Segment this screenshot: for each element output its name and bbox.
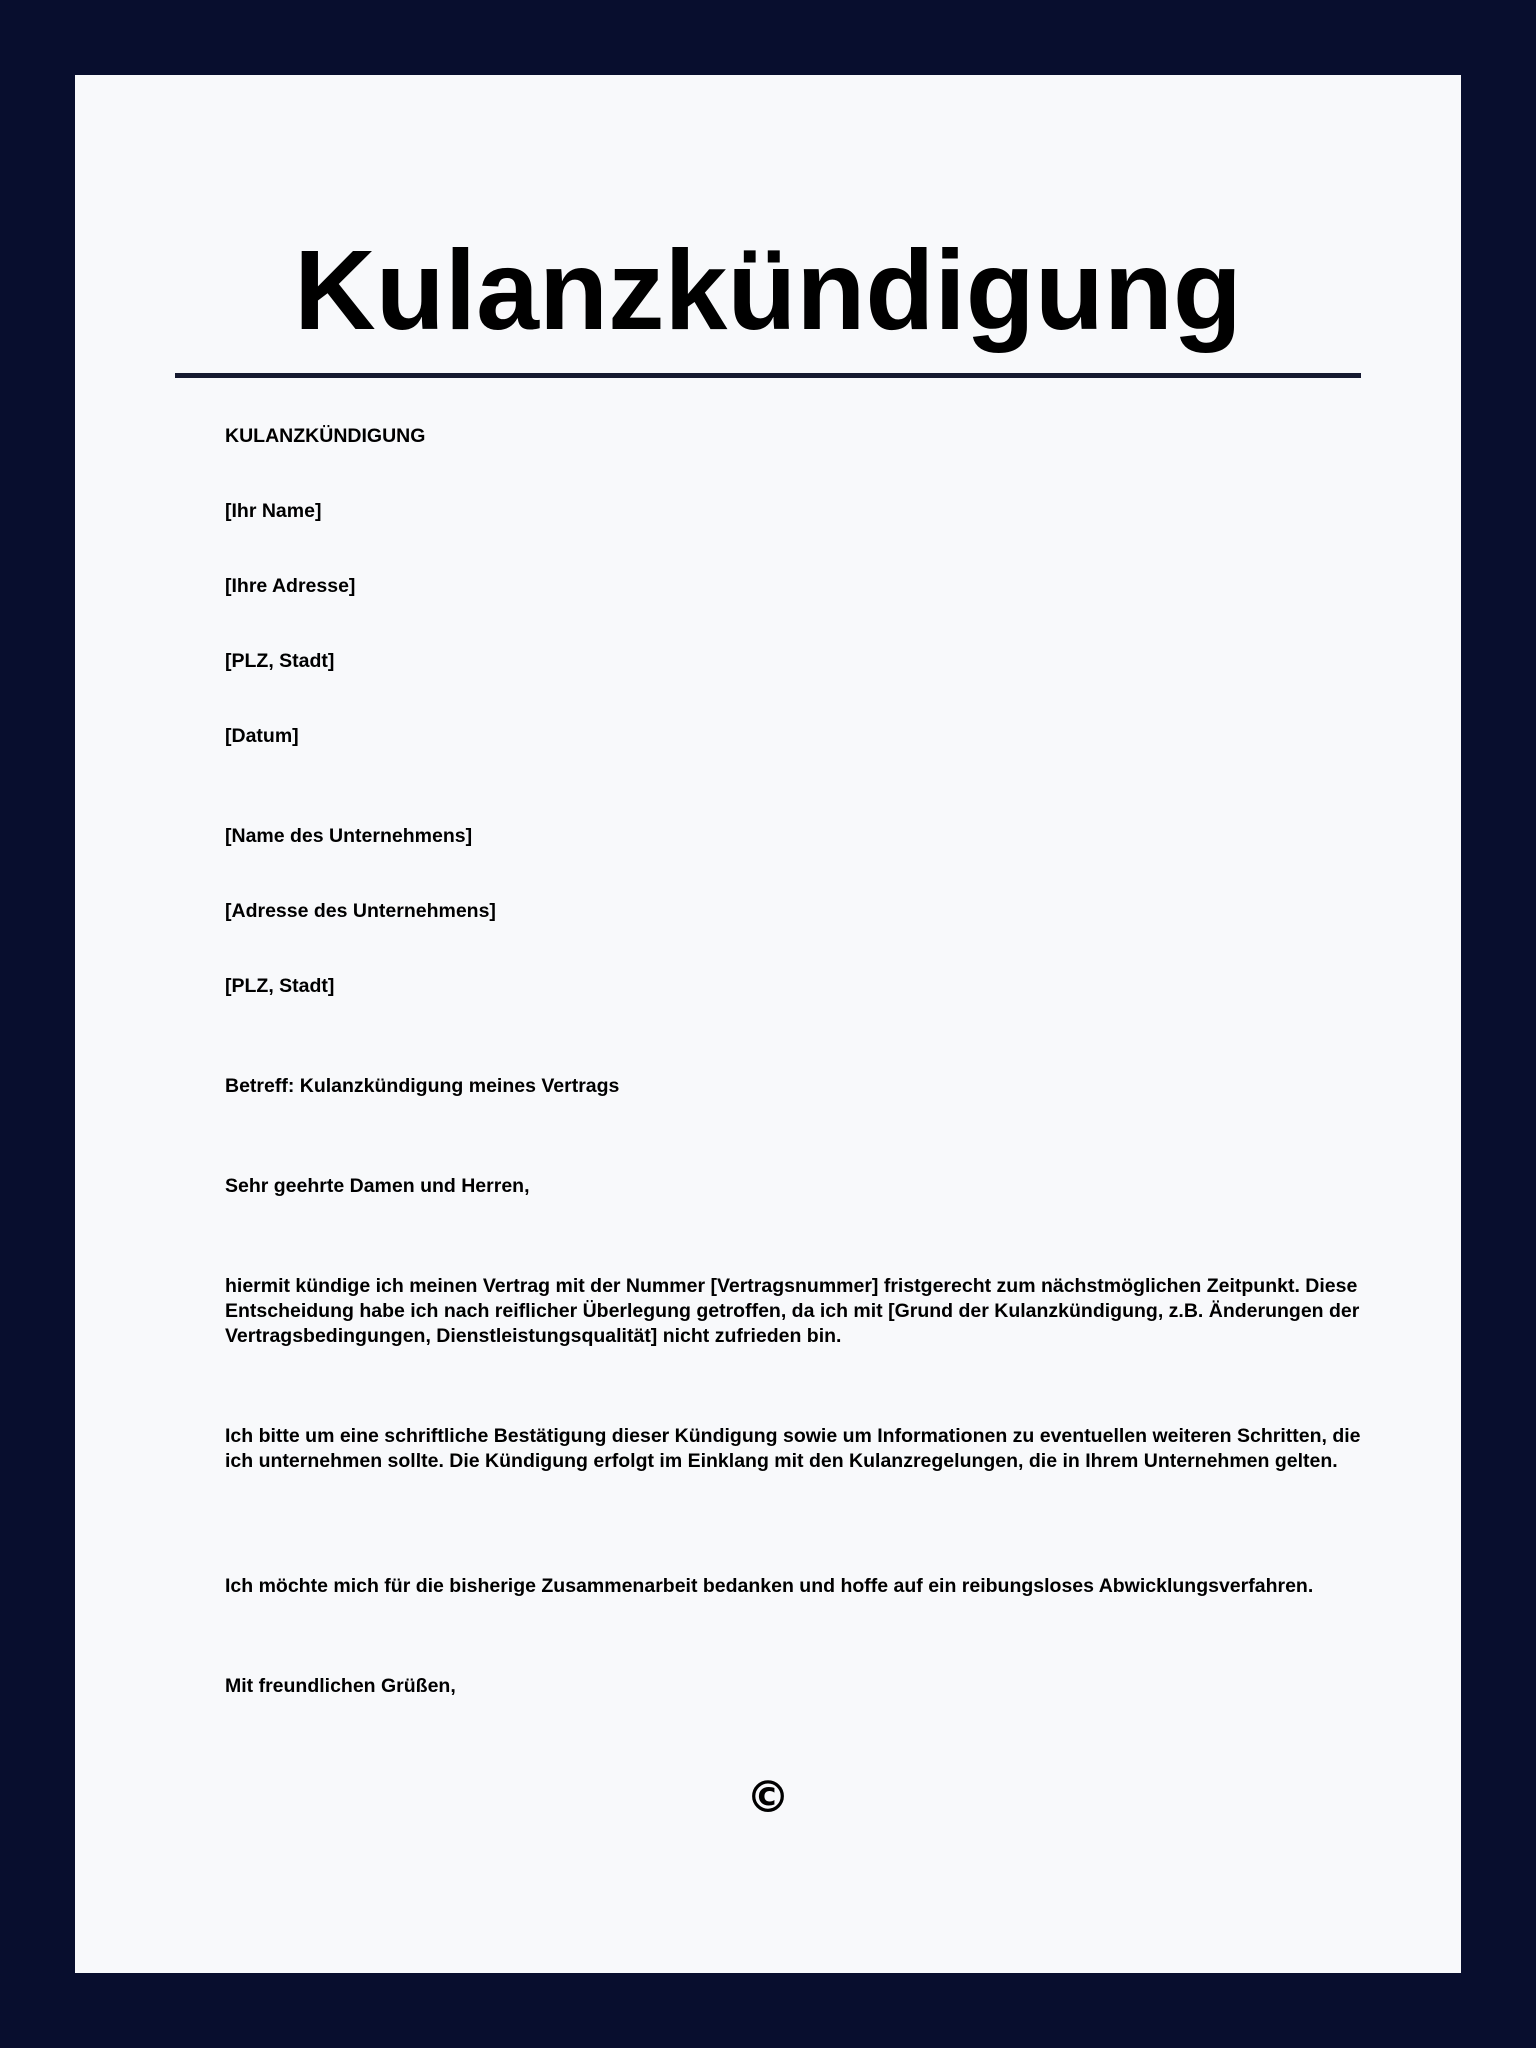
body-paragraph-3: Ich möchte mich für die bisherige Zusammenarbeit bedanken und hoffe auf ein reibungsloses Abwicklungsverfahren. (225, 1575, 1314, 1597)
document-title: Kulanzkündigung (294, 227, 1242, 353)
sender-address: [Ihre Adresse] (225, 575, 356, 597)
recipient-company: [Name des Unternehmens] (225, 825, 473, 847)
body-paragraph-2: Ich bitte um eine schriftliche Bestätigung dieser Kündigung sowie um Informationen zu eventuellen weiteren Schritten, die ich unternehmen sollte. Die Kündigung erfolgt im Einklang mit den Kulanzregelungen, die in Ihrem Unternehmen gelten. (225, 1425, 1361, 1472)
letter-heading: KULANZKÜNDIGUNG (225, 425, 426, 447)
recipient-address: [Adresse des Unternehmens] (225, 900, 496, 922)
letter-salutation: Sehr geehrte Damen und Herren, (225, 1175, 530, 1197)
copyright-icon: © (746, 1772, 790, 1823)
letter-date: [Datum] (225, 725, 299, 747)
letter-closing: Mit freundlichen Grüßen, (225, 1675, 456, 1697)
body-paragraph-1: hiermit kündige ich meinen Vertrag mit der Nummer [Vertragsnummer] fristgerecht zum nächstmöglichen Zeitpunkt. Diese Entscheidung habe ich nach reiflicher Überlegung getroffen, da ich mit [Grund der Kulanzkündigung, z.B. Änderungen der Vertragsbedingungen, Dienstleistungsqualität] nicht zufrieden bin. (225, 1275, 1360, 1347)
document-page (75, 75, 1461, 1973)
title-divider (175, 373, 1361, 378)
letter-subject: Betreff: Kulanzkündigung meines Vertrags (225, 1075, 620, 1097)
sender-city: [PLZ, Stadt] (225, 650, 335, 672)
recipient-city: [PLZ, Stadt] (225, 975, 335, 997)
sender-name: [Ihr Name] (225, 500, 322, 522)
